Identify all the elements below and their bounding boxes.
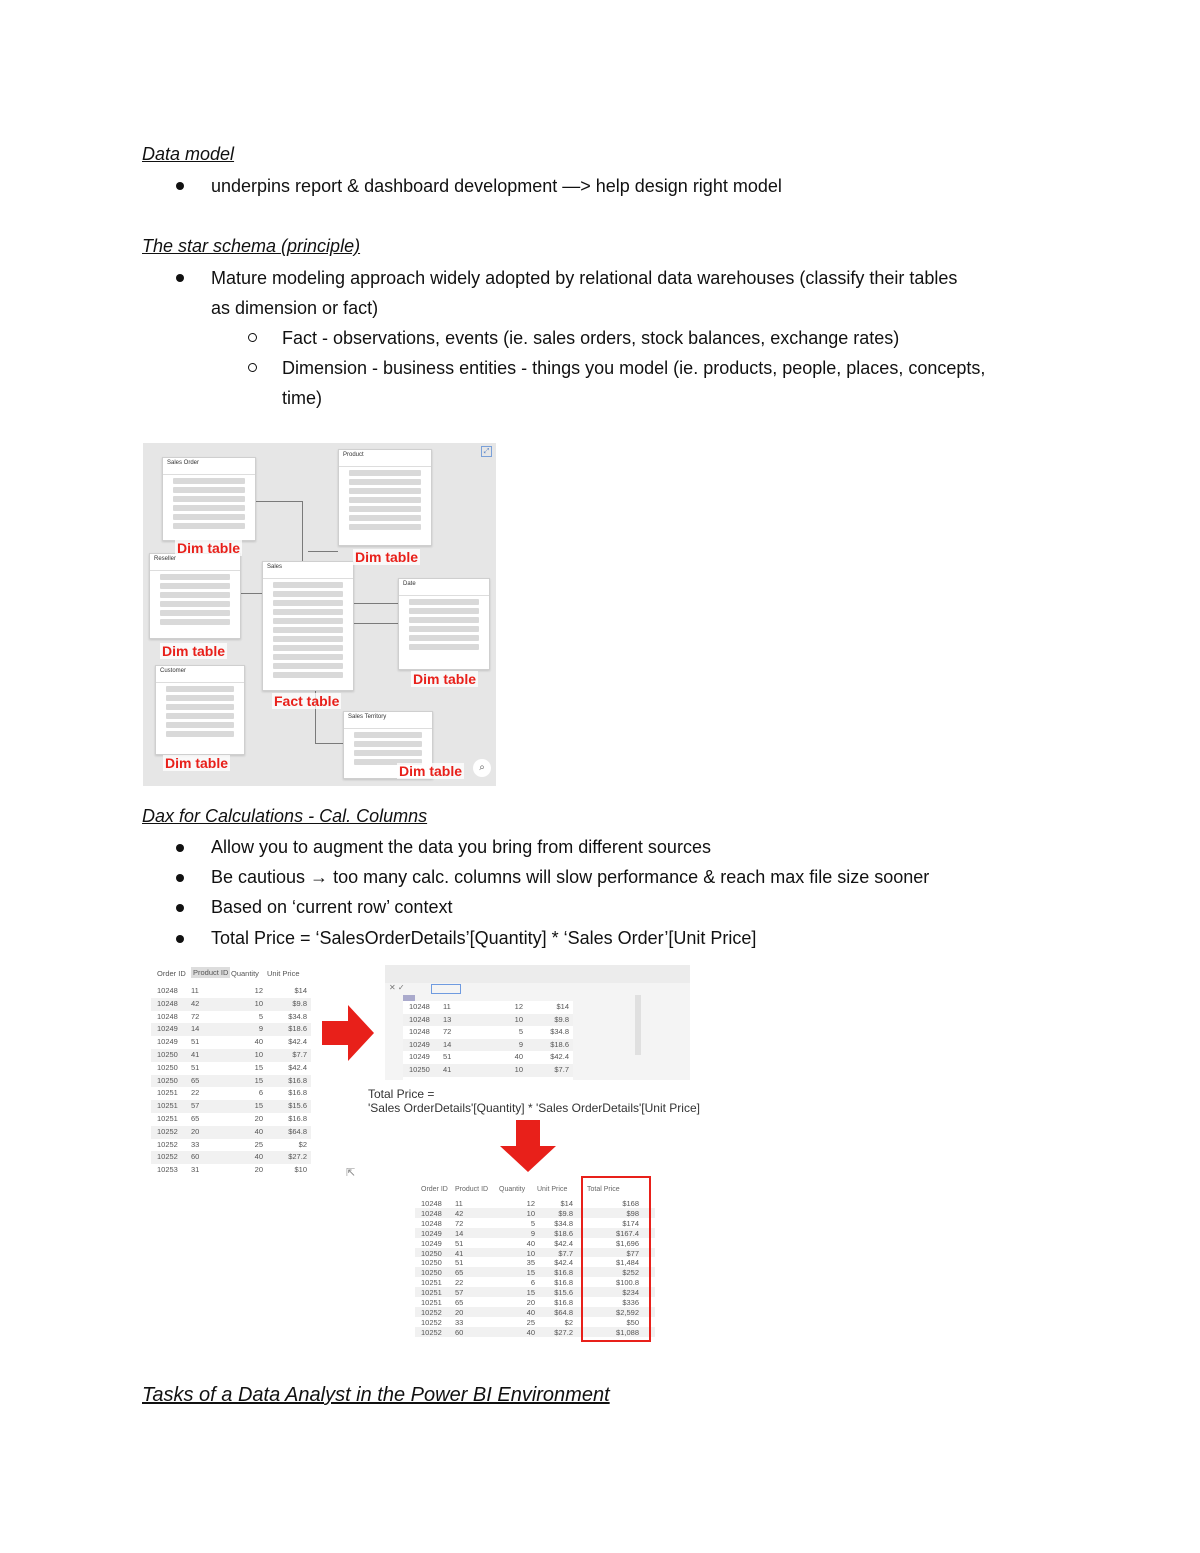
connector-line <box>308 551 338 552</box>
schema-table-customer <box>155 665 245 755</box>
connector-line <box>315 743 343 744</box>
bullet-dot <box>176 182 184 190</box>
table-cell: 10 <box>514 1014 523 1024</box>
table-row <box>403 1026 573 1039</box>
table-title: Sales Order <box>163 458 255 475</box>
table-cell: $42.4 <box>554 1238 573 1248</box>
table-body <box>403 1001 573 1081</box>
table-cell: 40 <box>514 1052 523 1062</box>
editor-icons: ✕ ✓ <box>389 983 405 992</box>
table-cell: 10253 <box>157 1165 178 1175</box>
table-cell: $42.4 <box>554 1258 573 1268</box>
table-row <box>403 1014 573 1027</box>
table-cell: $34.8 <box>554 1218 573 1228</box>
table-cell: 10 <box>254 1050 263 1059</box>
table-cell: 22 <box>455 1278 464 1288</box>
fit-view-icon: ⤢ <box>481 446 492 457</box>
table-cell: 65 <box>455 1298 464 1307</box>
table-cell: 14 <box>455 1228 464 1238</box>
table-cell: 11 <box>455 1199 463 1208</box>
bullet-star-line2: as dimension or fact) <box>211 298 379 318</box>
table-cell: 72 <box>455 1218 464 1228</box>
table-cell: 10252 <box>157 1139 178 1149</box>
table-cell: 9 <box>258 1024 263 1034</box>
table-cell: 10250 <box>157 1062 178 1072</box>
table-cell: 20 <box>191 1126 200 1136</box>
table-cell: $77 <box>626 1248 639 1258</box>
table-cell: 15 <box>254 1062 263 1072</box>
table-cell: 10248 <box>421 1199 442 1208</box>
table-cell: 40 <box>254 1152 263 1162</box>
heading-dax: Dax for Calculations - Cal. Columns <box>142 806 428 826</box>
table-cell: 10249 <box>409 1052 430 1062</box>
bullet-dax-3: Based on ‘current row’ context <box>211 897 453 917</box>
arrow-down-icon <box>500 1120 556 1172</box>
table-cell: $174 <box>622 1218 639 1228</box>
table-cell: 51 <box>455 1258 464 1268</box>
connector-line <box>353 623 398 624</box>
table-cell: 10250 <box>409 1065 430 1074</box>
table-cell: 41 <box>191 1050 200 1059</box>
table-cell: 10252 <box>157 1152 178 1162</box>
schema-table-sales-order <box>162 457 256 541</box>
table-cell: 40 <box>526 1238 535 1248</box>
table-cell: 10251 <box>421 1278 442 1288</box>
table-cell: 60 <box>455 1327 464 1337</box>
table-row <box>403 1064 573 1077</box>
table-row <box>151 1113 311 1126</box>
bullet-dax-1: Allow you to augment the data you bring from different sources <box>211 837 711 857</box>
table-cell: 14 <box>443 1039 452 1049</box>
table-cell: 10250 <box>421 1268 442 1278</box>
table-cell: 10250 <box>421 1248 442 1258</box>
table-cell: 10249 <box>421 1238 442 1248</box>
table-cell: 51 <box>191 1062 200 1072</box>
table-cell: $168 <box>622 1199 639 1208</box>
table-cell: $100.8 <box>616 1278 639 1288</box>
table-cell: 22 <box>191 1088 200 1098</box>
schema-table-product <box>338 449 432 546</box>
table-cell: $18.6 <box>288 1024 307 1034</box>
table-cell: 10248 <box>157 998 178 1008</box>
table-cell: $2 <box>564 1317 573 1327</box>
table-row <box>151 1164 311 1177</box>
table-row <box>403 1051 573 1064</box>
table-cell: 51 <box>191 1037 200 1047</box>
table-cell: $7.7 <box>292 1050 307 1059</box>
table-cell: $27.2 <box>288 1152 307 1162</box>
table-cell: 40 <box>254 1037 263 1047</box>
table-result <box>415 1180 655 1340</box>
table-cell: $10 <box>294 1165 307 1175</box>
bullet-dax-2: Be cautious → too many calc. columns will slow performance & reach max file size sooner <box>211 867 930 887</box>
bullet-dax-4: Total Price = ‘SalesOrderDetails’[Quantity] * ‘Sales Order’[Unit Price] <box>211 928 757 948</box>
table-cell: 10249 <box>421 1228 442 1238</box>
table-row <box>151 1036 311 1049</box>
table-row <box>151 985 311 998</box>
arrow-right-icon <box>322 1005 374 1061</box>
table-row <box>151 1075 311 1088</box>
table-cell: 5 <box>518 1027 523 1037</box>
table-cell: 51 <box>443 1052 452 1062</box>
sub-bullet-circle <box>248 363 257 372</box>
label-dim-table: Dim table <box>162 643 226 659</box>
table-cell: 9 <box>518 1039 523 1049</box>
table-cell: 14 <box>191 1024 200 1034</box>
table-cell: 10248 <box>409 1027 430 1037</box>
table-cell: 12 <box>254 986 263 995</box>
table-cell: $167.4 <box>616 1228 639 1238</box>
table-cell: 40 <box>254 1126 263 1136</box>
table-cell: 57 <box>191 1101 200 1111</box>
table-cell: $98 <box>626 1208 639 1218</box>
table-cell: $64.8 <box>288 1126 307 1136</box>
highlight-box <box>581 1176 651 1342</box>
table-title: Sales <box>263 562 353 579</box>
table-row <box>151 1100 311 1113</box>
schema-table-date <box>398 578 490 670</box>
heading-star-schema: The star schema (principle) <box>142 236 361 256</box>
table-cell: $1,484 <box>616 1258 639 1268</box>
table-row <box>151 1126 311 1139</box>
table-cell: 31 <box>191 1165 200 1175</box>
table-cell: $34.8 <box>288 1011 307 1021</box>
table-row <box>403 1001 573 1014</box>
bullet-dot <box>176 844 184 852</box>
connector-line <box>302 501 303 563</box>
table-cell: 10252 <box>421 1307 442 1317</box>
header-cell: Order ID <box>157 969 186 978</box>
table-row <box>151 1139 311 1152</box>
table-cell: 10 <box>514 1065 523 1074</box>
table-cell: 65 <box>191 1114 200 1123</box>
header-cell: Total Price <box>587 1186 620 1193</box>
star-schema-diagram <box>143 443 496 786</box>
schema-table-sales <box>262 561 354 691</box>
table-cell: $16.8 <box>288 1114 307 1123</box>
table-cell: $234 <box>622 1288 639 1298</box>
table-cell: 20 <box>254 1165 263 1175</box>
bullet-dot <box>176 904 184 912</box>
table-cell: 5 <box>530 1218 535 1228</box>
table-cell: 10250 <box>157 1050 178 1059</box>
table-cell: 10 <box>526 1248 535 1258</box>
label-dim-table: Dim table <box>177 540 241 556</box>
label-dim-table: Dim table <box>413 671 477 687</box>
table-cell: 10248 <box>157 986 178 995</box>
table-cell: $7.7 <box>558 1248 573 1258</box>
table-cell: 25 <box>254 1139 263 1149</box>
bullet-dot <box>176 935 184 943</box>
table-cell: $16.8 <box>288 1075 307 1085</box>
table-row <box>151 1087 311 1100</box>
table-cell: 10250 <box>157 1075 178 1085</box>
header-cell: Unit Price <box>267 969 300 978</box>
table-cell: $14 <box>560 1199 573 1208</box>
table-cell: 42 <box>191 998 200 1008</box>
table-cell: $15.6 <box>554 1288 573 1298</box>
table-cell: 12 <box>526 1199 535 1208</box>
schema-table-reseller <box>149 553 241 639</box>
table-cell: 10248 <box>409 1014 430 1024</box>
table-cell: 33 <box>191 1139 200 1149</box>
table-cell: $9.8 <box>554 1014 569 1024</box>
connector-line <box>240 593 262 594</box>
bullet-star-line1: Mature modeling approach widely adopted by relational data warehouses (classify their tables <box>211 268 958 288</box>
editor-toolbar <box>385 965 690 983</box>
heading-tasks: Tasks of a Data Analyst in the Power BI Environment <box>142 1384 610 1406</box>
header-cell: Quantity <box>499 1186 526 1193</box>
table-cell: 10 <box>526 1208 535 1218</box>
table-cell: 11 <box>191 986 199 995</box>
table-cell: $27.2 <box>554 1327 573 1337</box>
header-cell: Quantity <box>231 969 259 978</box>
table-body <box>151 985 311 1180</box>
table-title: Sales Territory <box>344 712 432 729</box>
table-cell: $2,592 <box>616 1307 639 1317</box>
table-cell: $2 <box>298 1139 307 1149</box>
table-cell: 65 <box>191 1075 200 1085</box>
header-cell: Unit Price <box>537 1186 568 1193</box>
table-cell: 41 <box>443 1065 452 1074</box>
table-cell: 72 <box>191 1011 200 1021</box>
header-cell: Product ID <box>193 968 229 977</box>
zoom-icon: ⌕ <box>473 759 491 777</box>
table-header <box>151 965 311 981</box>
table-cell: 12 <box>514 1002 523 1011</box>
table-cell: 65 <box>455 1268 464 1278</box>
header-cell: Order ID <box>421 1186 448 1193</box>
table-title: Date <box>399 579 489 596</box>
table-cell: 25 <box>526 1317 535 1327</box>
table-cell: $1,696 <box>616 1238 639 1248</box>
table-original <box>151 965 311 1180</box>
table-cell: $18.6 <box>554 1228 573 1238</box>
table-cell: $14 <box>294 986 307 995</box>
table-cell: 10251 <box>421 1288 442 1298</box>
table-cell: 33 <box>455 1317 464 1327</box>
table-cell: 6 <box>258 1088 263 1098</box>
table-cell: 9 <box>530 1228 535 1238</box>
table-row <box>151 1049 311 1062</box>
table-cell: $16.8 <box>288 1088 307 1098</box>
table-cell: 10248 <box>421 1218 442 1228</box>
table-cell: 15 <box>254 1101 263 1111</box>
table-cell: 10251 <box>157 1114 178 1123</box>
table-cell: 6 <box>530 1278 535 1288</box>
table-row <box>151 998 311 1011</box>
heading-data-model: Data model <box>142 144 235 164</box>
table-cell: 10252 <box>421 1327 442 1337</box>
bullet-dot <box>176 874 184 882</box>
sub-bullet-dim-line2: time) <box>282 388 322 408</box>
scrollbar[interactable] <box>635 995 641 1055</box>
table-cell: 72 <box>443 1027 452 1037</box>
label-dim-table: Dim table <box>165 755 229 771</box>
table-row <box>151 1011 311 1024</box>
table-cell: 10249 <box>409 1039 430 1049</box>
table-cell: 10252 <box>157 1126 178 1136</box>
table-cell: $42.4 <box>288 1037 307 1047</box>
table-cell: $1,088 <box>616 1327 639 1337</box>
table-cell: 15 <box>526 1268 535 1278</box>
table-cell: $16.8 <box>554 1298 573 1307</box>
table-cell: 10248 <box>409 1002 430 1011</box>
table-row <box>403 1039 573 1052</box>
table-cell: 40 <box>526 1327 535 1337</box>
table-cell: 10249 <box>157 1024 178 1034</box>
bullet-dot <box>176 274 184 282</box>
table-cell: $16.8 <box>554 1278 573 1288</box>
table-cell: $336 <box>622 1298 639 1307</box>
table-cell: 10248 <box>157 1011 178 1021</box>
table-cell: 35 <box>526 1258 535 1268</box>
table-cell: 13 <box>443 1014 452 1024</box>
table-cell: $7.7 <box>554 1065 569 1074</box>
table-cell: $16.8 <box>554 1268 573 1278</box>
table-cell: $64.8 <box>554 1307 573 1317</box>
table-cell: 10252 <box>421 1317 442 1327</box>
formula-line1: Total Price = <box>368 1087 435 1101</box>
sub-bullet-circle <box>248 333 257 342</box>
table-cell: $42.4 <box>288 1062 307 1072</box>
table-cell: 15 <box>254 1075 263 1085</box>
table-cell: $18.6 <box>550 1039 569 1049</box>
table-cell: $252 <box>622 1268 639 1278</box>
table-cell: 5 <box>258 1011 263 1021</box>
table-row <box>151 1062 311 1075</box>
table-cell: 42 <box>455 1208 464 1218</box>
table-cell: 10249 <box>157 1037 178 1047</box>
formula-line2: 'Sales OrderDetails'[Quantity] * 'Sales OrderDetails'[Unit Price] <box>368 1101 700 1115</box>
table-cell: $14 <box>556 1002 569 1011</box>
table-cell: 41 <box>455 1248 464 1258</box>
table-cell: $9.8 <box>558 1208 573 1218</box>
connector-line <box>255 501 303 502</box>
table-cell: 20 <box>254 1114 263 1123</box>
table-cell: $34.8 <box>550 1027 569 1037</box>
cursor-icon: ⇱ <box>346 1167 356 1179</box>
table-cell: 40 <box>526 1307 535 1317</box>
table-cell: 20 <box>455 1307 464 1317</box>
table-cell: 15 <box>526 1288 535 1298</box>
sub-bullet-dim-line1: Dimension - business entities - things you model (ie. products, people, places, concepts, <box>282 358 986 378</box>
table-cell: 10248 <box>421 1208 442 1218</box>
label-fact-table: Fact table <box>274 693 340 709</box>
table-row <box>151 1151 311 1164</box>
table-cell: $15.6 <box>288 1101 307 1111</box>
table-row <box>151 1023 311 1036</box>
table-title: Product <box>339 450 431 467</box>
table-cell: 51 <box>455 1238 464 1248</box>
label-dim-table: Dim table <box>355 549 419 565</box>
table-cell: 10251 <box>421 1298 442 1307</box>
formula-input[interactable] <box>431 984 461 994</box>
sub-bullet-fact: Fact - observations, events (ie. sales orders, stock balances, exchange rates) <box>282 328 900 348</box>
header-cell: Product ID <box>455 1186 489 1193</box>
table-title: Customer <box>156 666 244 683</box>
table-title: Reseller <box>150 554 240 571</box>
table-cell: $9.8 <box>292 998 307 1008</box>
connector-line <box>353 603 398 604</box>
table-cell: $42.4 <box>550 1052 569 1062</box>
bullet-data-model: underpins report & dashboard development —> help design right model <box>211 176 782 196</box>
table-cell: 10250 <box>421 1258 442 1268</box>
table-cell: 11 <box>443 1002 451 1011</box>
table-cell: 10 <box>254 998 263 1008</box>
table-cell: 60 <box>191 1152 200 1162</box>
table-formula-editor <box>385 965 690 1080</box>
table-cell: $50 <box>626 1317 639 1327</box>
table-cell: 57 <box>455 1288 464 1298</box>
table-cell: 20 <box>526 1298 535 1307</box>
label-dim-table: Dim table <box>399 763 463 779</box>
table-cell: 10251 <box>157 1101 178 1111</box>
table-cell: 10251 <box>157 1088 178 1098</box>
